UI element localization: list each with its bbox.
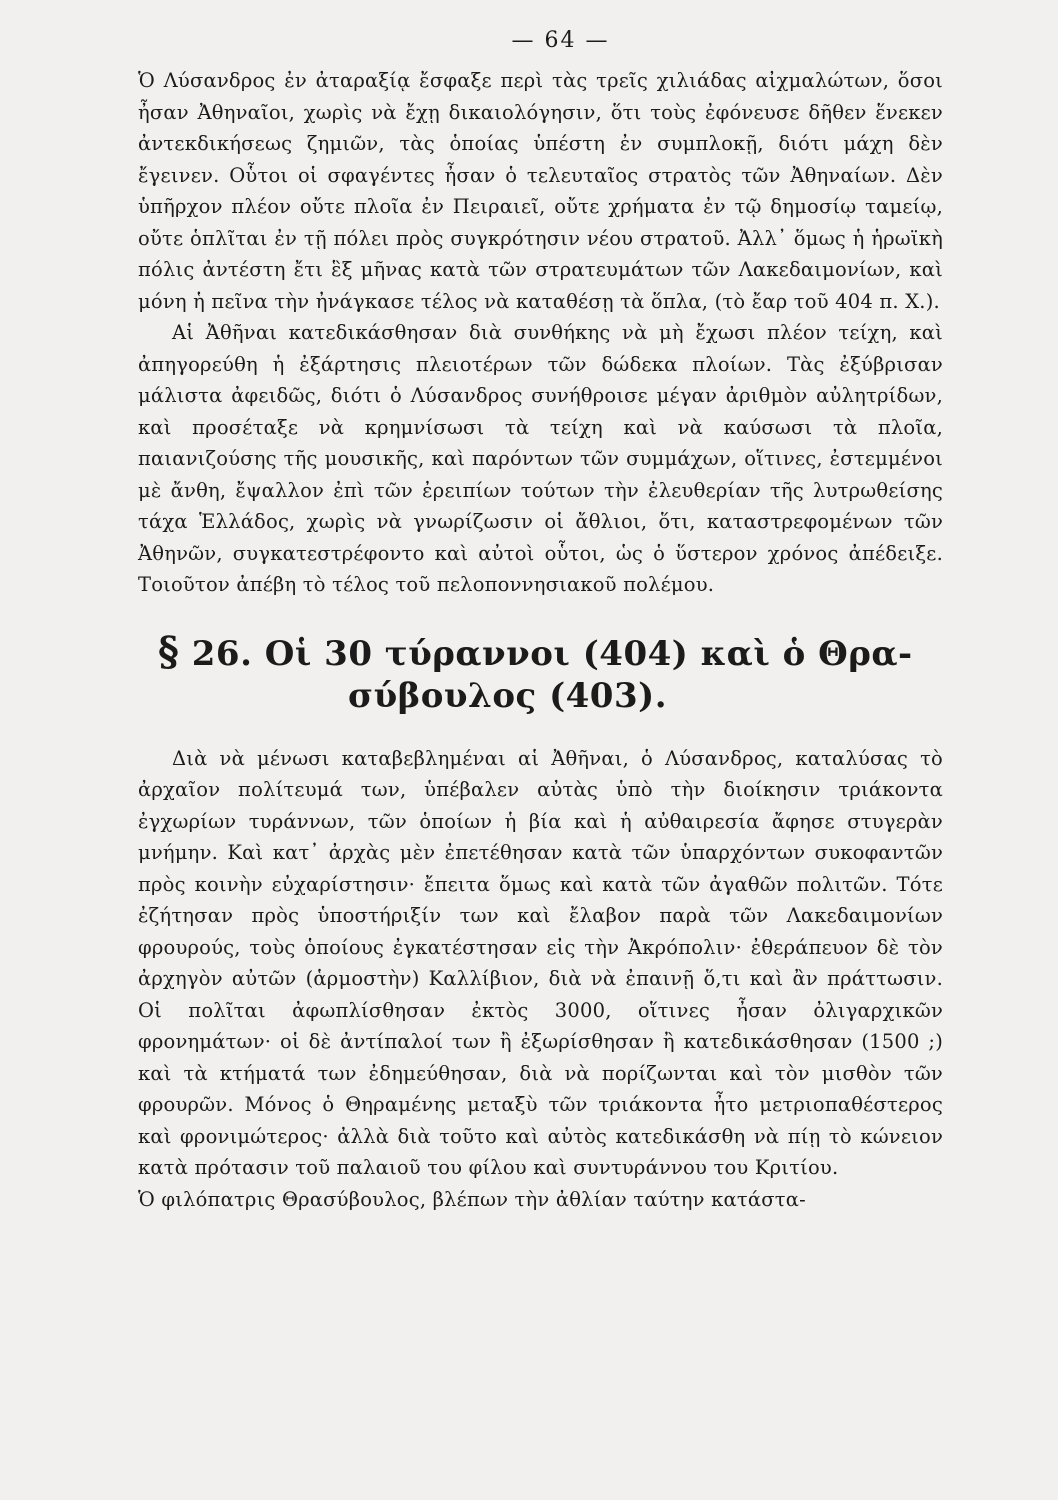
paragraph-athens-condemned: Αἱ Ἀθῆναι κατεδικάσθησαν διὰ συνθήκης νὰ μὴ ἔχωσι πλέον τείχη, καὶ ἀπηγορεύθη ἡ ἐξάρτησις πλειοτέρων τῶν δώδεκα πλοίων. Τὰς ἐξύβρισαν μάλιστα ἀφειδῶς, διότι ὁ Λύσανδρος συνήθροισε μέγαν ἀριθμὸν αὐλητρίδων, καὶ προσέταξε νὰ κρημνίσωσι τὰ τείχη καὶ νὰ καύσωσι τὰ πλοῖα, παιανιζούσης τῆς μουσικῆς, καὶ παρόντων τῶν συμμάχων, οἵτινες, ἐστεμμένοι μὲ ἄνθη, ἔψαλλον ἐπὶ τῶν ἐρειπίων τούτων τὴν ἐλευθερίαν τῆς λυτρωθείσης τάχα Ἑλλάδος, χωρὶς νὰ γνωρίζωσιν οἱ ἄθλιοι, ὅτι, καταστρεφομένων τῶν Ἀθηνῶν, συγκατεστρέφοντο καὶ αὐτοὶ οὗτοι, ὡς ὁ ὕστερον χρόνος ἀπέδειξε. Τοιοῦτον ἀπέβη τὸ τέλος τοῦ πελοποννησιακοῦ πολέμου. (138, 321, 943, 596)
page-number: — 64 — (511, 28, 610, 53)
section-heading-line-2: σύβουλος (403). (348, 675, 668, 716)
section-heading (158, 627, 943, 717)
section-symbol: § (158, 627, 180, 675)
section-heading-line-1: 26. Οἱ 30 τύραννοι (404) καὶ ὁ Θρα- (191, 633, 913, 674)
paragraph-thrasybulus: Ὁ φιλόπατρις Θρασύβουλος, βλέπων τὴν ἀθλίαν ταύτην κατάστα- (138, 1187, 806, 1211)
paragraph-lysander-massacre: Ὁ Λύσανδρος ἐν ἀταραξίᾳ ἔσφαξε περὶ τὰς τρεῖς χιλιάδας αἰχμαλώτων, ὅσοι ἦσαν Ἀθηναῖοι, χωρὶς νὰ ἔχῃ δικαιολόγησιν, ὅτι τοὺς ἐφόνευσε δῆθεν ἕνεκεν ἀντεκδικήσεως ζημιῶν, τὰς ὁποίας ὑπέστη ἐν συμπλοκῇ, διότι μάχη δὲν ἔγεινεν. Οὗτοι οἱ σφαγέντες ἦσαν ὁ τελευταῖος στρατὸς τῶν Ἀθηναίων. Δὲν ὑπῆρχον πλέον οὔτε πλοῖα ἐν Πειραιεῖ, οὔτε χρήματα ἐν τῷ δημοσίῳ ταμείῳ, οὔτε ὁπλῖται ἐν τῇ πόλει πρὸς συγκρότησιν νέου στρατοῦ. Ἀλλ᾽ ὅμως ἡ ἡρωϊκὴ πόλις ἀντέστη ἔτι ἓξ μῆνας κατὰ τῶν στρατευμάτων τῶν Λακεδαιμονίων, καὶ μόνη ἡ πεῖνα τὴν ἠνάγκασε τέλος νὰ καταθέσῃ τὰ ὅπλα, (τὸ ἔαρ τοῦ 404 π. Χ.). (138, 69, 943, 313)
paragraph-thirty-tyrants: Διὰ νὰ μένωσι καταβεβλημέναι αἱ Ἀθῆναι, ὁ Λύσανδρος, καταλύσας τὸ ἀρχαῖον πολίτευμά των, ὑπέβαλεν αὐτὰς ὑπὸ τὴν διοίκησιν τριάκοντα ἐγχωρίων τυράννων, τῶν ὁποίων ἡ βία καὶ ἡ αὐθαιρεσία ἄφησε στυγερὰν μνήμην. Καὶ κατ᾽ ἀρχὰς μὲν ἐπετέθησαν κατὰ τῶν ὑπαρχόντων συκοφαντῶν πρὸς κοινὴν εὐχαρίστησιν· ἔπειτα ὅμως καὶ κατὰ τῶν ἀγαθῶν πολιτῶν. Τότε ἐζήτησαν πρὸς ὑποστήριξίν των καὶ ἔλαβον παρὰ τῶν Λακεδαιμονίων φρουρούς, τοὺς ὁποίους ἐγκατέστησαν εἰς τὴν Ἀκρόπολιν· ἐθεράπευον δὲ τὸν ἀρχηγὸν αὐτῶν (ἁρμοστὴν) Καλλίβιον, διὰ νὰ ἐπαινῇ ὅ,τι καὶ ἂν πράττωσιν. Οἱ πολῖται ἀφωπλίσθησαν ἐκτὸς 3000, οἵτινες ἦσαν ὀλιγαρχικῶν φρονημάτων· οἱ δὲ ἀντίπαλοί των ἢ ἐξωρίσθησαν ἢ κατεδικάσθησαν (1500 ;) καὶ τὰ κτήματά των ἐδημεύθησαν, διὰ νὰ πορίζωνται καὶ τὸν μισθὸν τῶν φρουρῶν. Μόνος ὁ Θηραμένης μεταξὺ τῶν τριάκοντα ἦτο μετριοπαθέστερος καὶ φρονιμώτερος· ἀλλὰ διὰ τοῦτο καὶ αὐτὸς κατεδικάσθη νὰ πίῃ τὸ κώνειον κατὰ πρότασιν τοῦ παλαιοῦ του φίλου καὶ συντυράννου του Κριτίου. (138, 746, 943, 1179)
